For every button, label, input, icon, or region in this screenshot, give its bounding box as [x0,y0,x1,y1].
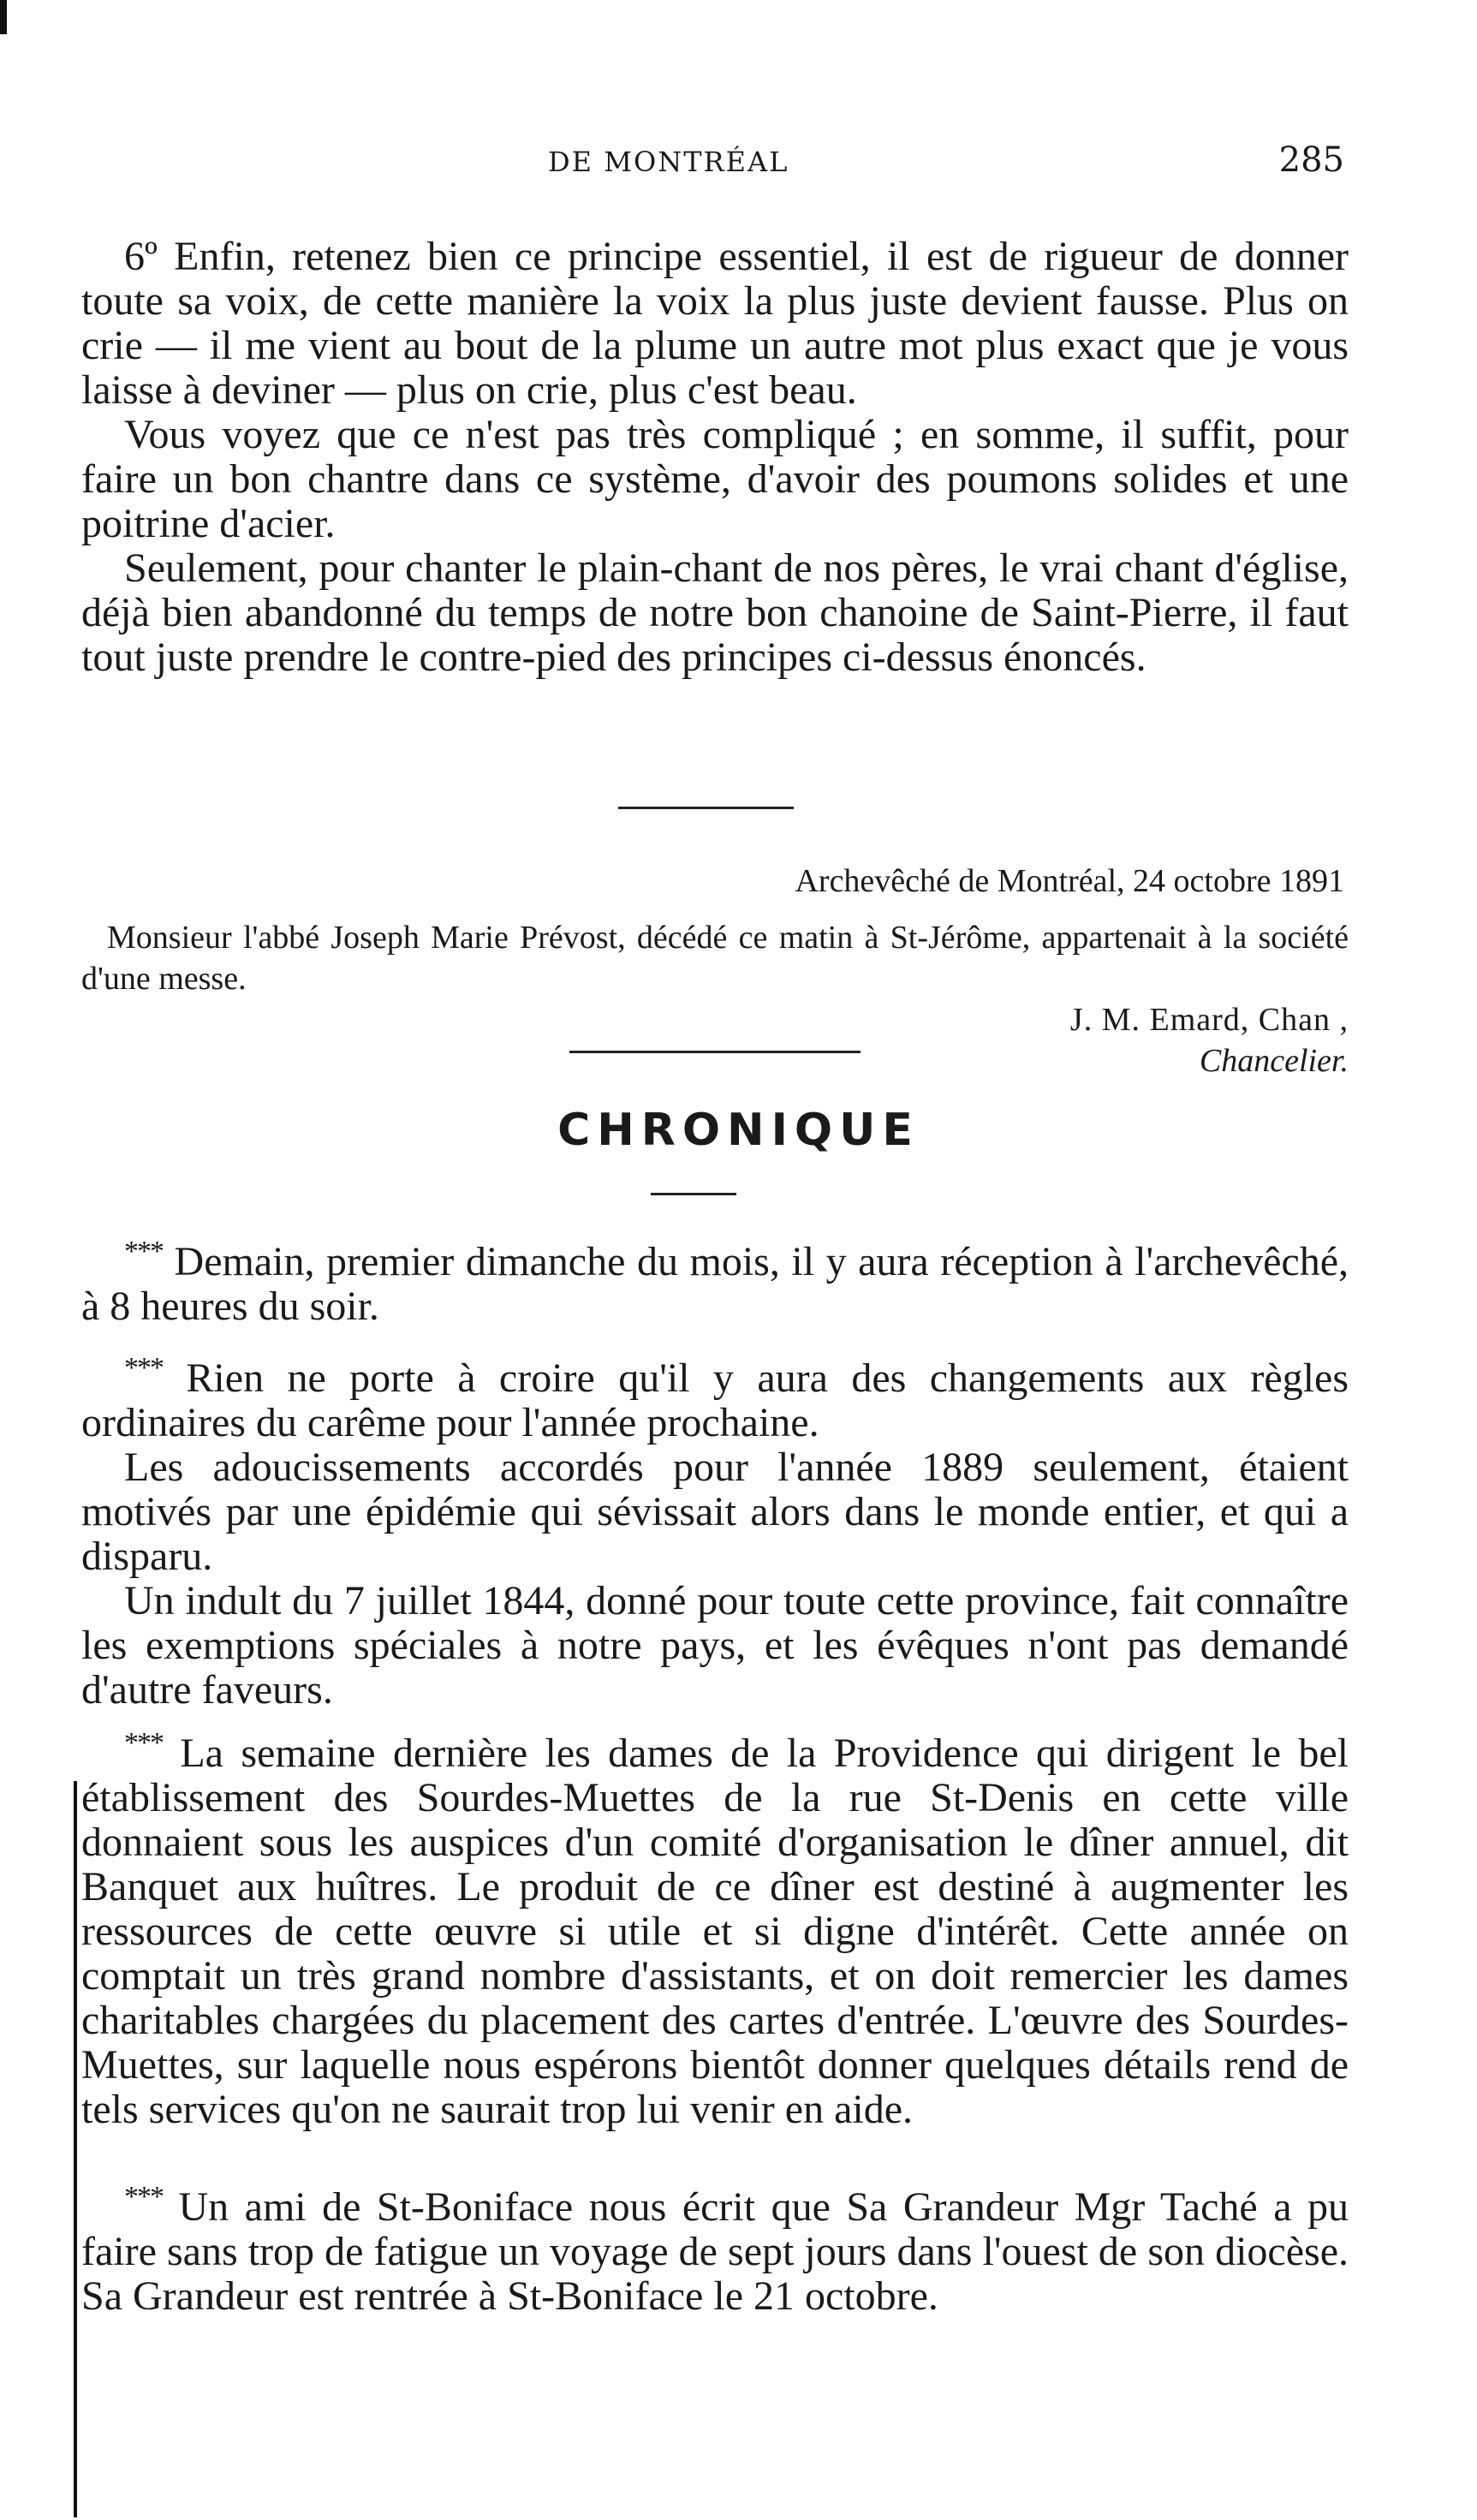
section-divider [569,1051,861,1053]
paragraph: *** Un ami de St-Boniface nous écrit que Sa Grandeur Mgr Taché a pu faire sans trop de fatigue un voyage de sept jours dans l'ouest de son diocèse. Sa Grandeur est rentrée à St-Boniface le 21 octobre. [81,2181,1349,2319]
chronique-item [81,1230,1349,1329]
chronique-item [81,1721,1349,2132]
signature-title: Chancelier. [1199,1043,1349,1079]
page-header [0,140,1477,197]
notice-dateline: Archevêché de Montréal, 24 octobre 1891 [795,863,1344,899]
chronique-item [81,1346,1349,1713]
paragraph: Les adoucissements accordés pour l'année 1889 seulement, étaient motivés par une épidémie qui sévissait alors dans le monde entier, et qui a disparu. [81,1445,1349,1579]
asterism-icon: * [124,1727,137,1759]
asterism-icon: * [124,1352,137,1384]
paragraph: Vous voyez que ce n'est pas très compliqué ; en somme, il suffit, pour faire un bon chantre dans ce système, d'avoir des poumons solides et une poitrine d'acier. [81,412,1349,546]
paragraph: *** La semaine dernière les dames de la Providence qui dirigent le bel établissement des Sourdes-Muettes de la rue St-Denis en cette ville donnaient sous les auspices d'un comité d'organisation le dîner annuel, dit Banquet aux huîtres. Le produit de ce dîner est destiné à augmenter les ressources de cette œuvre si utile et si digne d'intérêt. Cette année on comptait un très grand nombre d'assistants, et on doit remercier les dames charitables chargées du placement des cartes d'entrée. L'œuvre des Sourdes-Muettes, sur laquelle nous espérons bientôt donner quelques détails rend de tels services qu'on ne saurait trop lui venir en aide. [81,1727,1349,2132]
scan-edge-mark [0,0,7,34]
notice-signature [81,999,1349,1040]
running-head: DE MONTRÉAL [548,146,789,178]
title-underline [651,1193,736,1195]
intro-text [81,235,1349,680]
asterism-icon: * [124,2181,137,2213]
notice-body: Monsieur l'abbé Joseph Marie Prévost, décédé ce matin à St-Jérôme, appartenait à la société d'une messe. [81,920,1349,997]
section-divider [618,807,794,809]
paragraph: *** Rien ne porte à croire qu'il y aura des changements aux règles ordinaires du carême pour l'année prochaine. [81,1352,1349,1445]
paragraph: Un indult du 7 juillet 1844, donné pour toute cette province, fait connaître les exemptions spéciales à notre pays, et les évêques n'ont pas demandé d'autre faveurs. [81,1578,1349,1713]
scan-margin-bar [74,1781,77,2517]
chronique-item [81,2175,1349,2319]
asterism-icon: * [124,1236,137,1267]
paragraph: *** Demain, premier dimanche du mois, il y aura réception à l'archevêché, à 8 heures du soir. [81,1236,1349,1329]
notice [81,861,1349,1081]
section-title: CHRONIQUE [557,1105,920,1156]
paragraph: 6º Enfin, retenez bien ce principe essentiel, il est de rigueur de donner toute sa voix, de cette manière la voix la plus juste devient fausse. Plus on crie — il me vient au bout de la plume un autre mot plus exact que je vous laisse à deviner — plus on crie, plus c'est beau. [81,234,1349,413]
paragraph: Seulement, pour chanter le plain-chant de nos pères, le vrai chant d'église, déjà bien abandonné du temps de notre bon chanoine de Saint-Pierre, il faut tout juste prendre le contre-pied des principes ci-dessus énoncés. [81,545,1349,680]
page-number: 285 [1278,140,1344,180]
signature-name: J. M. Emard, Chan , [1069,1002,1349,1038]
